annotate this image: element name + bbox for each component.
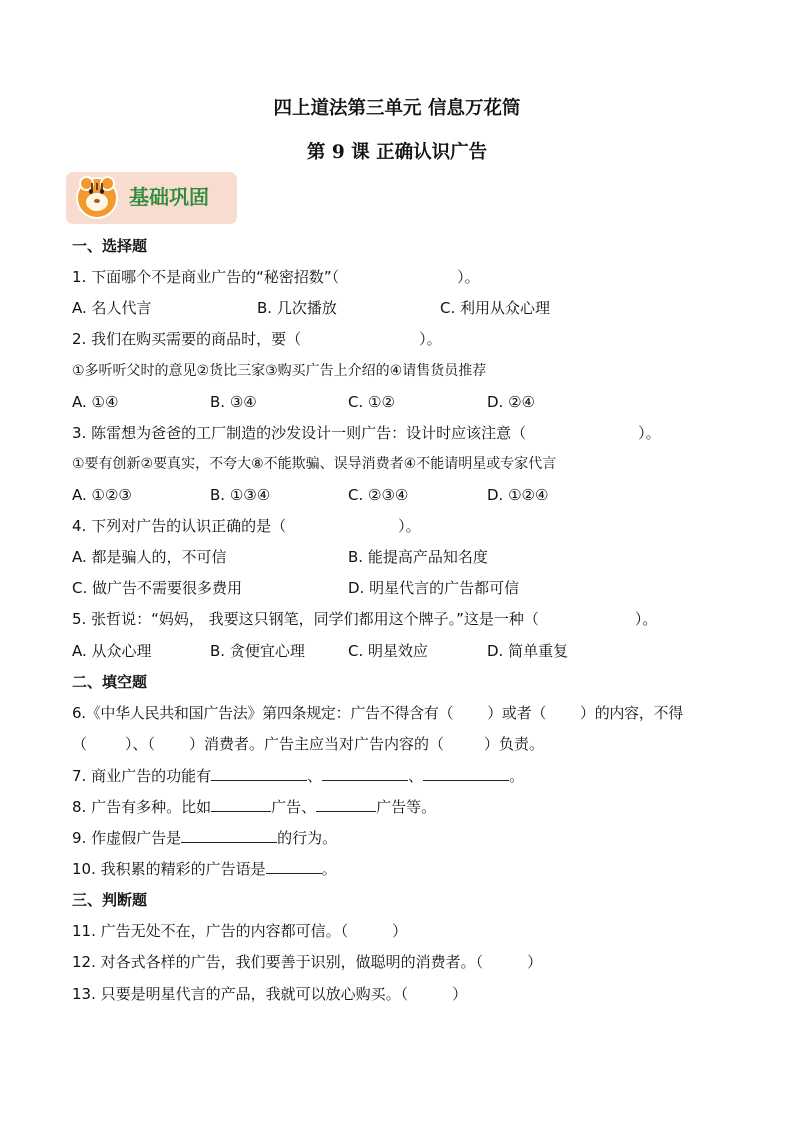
q3-stem: 3. 陈雷想为爸爸的工厂制造的沙发设计一则广告：设计时应该注意（ <box>72 424 527 442</box>
question-6-line-2: （ ）、（ ）消费者。广告主应当对广告内容的（ ）负责。 <box>72 735 545 753</box>
q3-option-d[interactable]: D. ①②④ <box>487 486 549 504</box>
q4-stem: 4. 下列对广告的认识正确的是（ <box>72 517 287 535</box>
q2-option-c[interactable]: C. ①② <box>348 393 395 411</box>
tiger-icon <box>76 177 118 219</box>
section-banner <box>66 172 237 224</box>
question-10: 10. 我积累的精彩的广告语是 。 <box>72 860 337 878</box>
q7-blank-2[interactable] <box>322 765 408 781</box>
q3-statements: ①要有创新②要真实，不夸大⑧不能欺骗、误导消费者④不能请明星或专家代言 <box>72 456 557 472</box>
q4-option-c[interactable]: C. 做广告不需要很多费用 <box>72 579 243 597</box>
question-12: 12. 对各式各样的广告，我们要善于识别，做聪明的消费者。（ ） <box>72 953 543 971</box>
q7-blank-3[interactable] <box>423 765 509 781</box>
q4-option-d[interactable]: D. 明星代言的广告都可信 <box>348 579 520 597</box>
q2-option-b[interactable]: B. ③④ <box>210 393 257 411</box>
q4-option-a[interactable]: A. 都是骗人的，不可信 <box>72 548 227 566</box>
q7-blank-1[interactable] <box>211 765 307 781</box>
banner-label: 基础巩固 <box>129 185 209 209</box>
section-heading-judge: 三、判断题 <box>72 891 148 909</box>
q10-blank[interactable] <box>266 858 322 874</box>
q1-stem: 1. 下面哪个不是商业广告的“秘密招数”（ <box>72 268 340 286</box>
question-11: 11. 广告无处不在，广告的内容都可信。（ ） <box>72 922 408 940</box>
question-4: 4. 下列对广告的认识正确的是（ ）。 <box>72 517 421 535</box>
q8-blank-2[interactable] <box>316 796 376 812</box>
q2-option-a[interactable]: A. ①④ <box>72 393 119 411</box>
q5-option-d[interactable]: D. 简单重复 <box>487 642 569 660</box>
q3-option-b[interactable]: B. ①③④ <box>210 486 271 504</box>
page-title: 四上道法第三单元 信息万花筒 <box>273 98 521 119</box>
question-9: 9. 作虚假广告是 的行为。 <box>72 829 338 847</box>
question-5: 5. 张哲说：“妈妈， 我要这只钢笔，同学们都用这个牌子。”这是一种（ ）。 <box>72 610 658 628</box>
q3-option-a[interactable]: A. ①②③ <box>72 486 132 504</box>
question-2: 2. 我们在购买需要的商品时，要（ ）。 <box>72 330 442 348</box>
q5-option-c[interactable]: C. 明星效应 <box>348 642 429 660</box>
question-7: 7. 商业广告的功能有 、 、 。 <box>72 767 525 785</box>
q4-option-b[interactable]: B. 能提高产品知名度 <box>348 548 488 566</box>
section-heading-fill: 二、填空题 <box>72 673 148 691</box>
q2-statements: ①多听听父时的意见②货比三家③购买广告上介绍的④请售货员推荐 <box>72 363 487 379</box>
q5-option-a[interactable]: A. 从众心理 <box>72 642 152 660</box>
q1-option-b[interactable]: B. 几次播放 <box>257 299 337 317</box>
q5-stem: 5. 张哲说：“妈妈， 我要这只钢笔，同学们都用这个牌子。”这是一种（ <box>72 610 539 628</box>
q3-option-c[interactable]: C. ②③④ <box>348 486 409 504</box>
question-6-line-1: 6.《中华人民共和国广告法》第四条规定：广告不得含有（ ）或者（ ）的内容，不得 <box>72 704 683 722</box>
q1-option-a[interactable]: A. 名人代言 <box>72 299 152 317</box>
q1-option-c[interactable]: C. 利用从众心理 <box>440 299 551 317</box>
question-13: 13. 只要是明星代言的产品，我就可以放心购买。（ ） <box>72 985 468 1003</box>
q2-option-d[interactable]: D. ②④ <box>487 393 535 411</box>
question-3: 3. 陈雷想为爸爸的工厂制造的沙发设计一则广告：设计时应该注意（ ）。 <box>72 424 661 442</box>
question-8: 8. 广告有多种。比如 广告、 广告等。 <box>72 798 437 816</box>
section-heading-choice: 一、选择题 <box>72 237 148 255</box>
q9-blank[interactable] <box>181 827 277 843</box>
lesson-title: 第 9 课 正确认识广告 <box>306 142 488 163</box>
q2-stem: 2. 我们在购买需要的商品时，要（ <box>72 330 302 348</box>
question-1: 1. 下面哪个不是商业广告的“秘密招数”（ ）。 <box>72 268 480 286</box>
q8-blank-1[interactable] <box>211 796 271 812</box>
q5-option-b[interactable]: B. 贪便宜心理 <box>210 642 305 660</box>
